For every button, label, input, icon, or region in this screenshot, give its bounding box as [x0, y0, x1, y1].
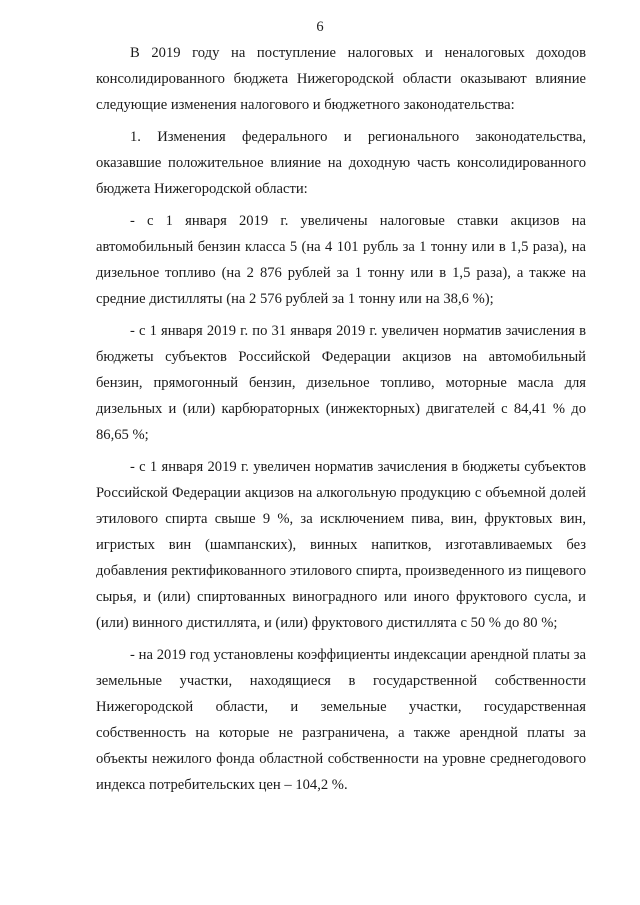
intro-paragraph: В 2019 году на поступление налоговых и неналоговых доходов консолидированного бюджета Нижегородской области оказывают влияние следующие изменения налогового и бюджетного законодательства:	[96, 45, 586, 113]
list-item-alcohol-excise-norm: - с 1 января 2019 г. увеличен норматив зачисления в бюджеты субъектов Российской Федерации акцизов на алкогольную продукцию с объемной долей этилового спирта свыше 9 %, за исключением пива, вин, фруктовых вин, игристых вин (шампанских), винных напитков, изготавливаемых без добавления ректификованного этилового спирта, произведенного из пищевого сырья, и (или) спиртованных виноградного или иного фруктового сусла, и (или) винного дистиллята, и (или) фруктового дистиллята с 50 % до 80 %;	[96, 459, 586, 631]
list-item-rent-indexation: - на 2019 год установлены коэффициенты индексации арендной платы за земельные участки, находящиеся в государственной собственности Нижегородской области, и земельные участки, государственная собственность на которые не разграничена, а также арендной платы за объекты нежилого фонда областной собственности на уровне среднегодового индекса потребительских цен – 104,2 %.	[96, 647, 586, 793]
section-heading-paragraph: 1. Изменения федерального и регионального законодательства, оказавшие положительное влияние на доходную часть консолидированного бюджета Нижегородской области:	[96, 129, 586, 197]
document-body	[96, 40, 586, 798]
list-item-excise-rates: - с 1 января 2019 г. увеличены налоговые ставки акцизов на автомобильный бензин класса 5 (на 4 101 рубль за 1 тонну или в 1,5 раза), на дизельное топливо (на 2 876 рублей за 1 тонну или в 1,5 раза), а также на средние дистилляты (на 2 576 рублей за 1 тонну или на 38,6 %);	[96, 213, 586, 307]
list-item-fuel-excise-norm: - с 1 января 2019 г. по 31 января 2019 г. увеличен норматив зачисления в бюджеты субъектов Российской Федерации акцизов на автомобильный бензин, прямогонный бензин, дизельное топливо, моторные масла для дизельных и (или) карбюраторных (инжекторных) двигателей с 84,41 % до 86,65 %;	[96, 323, 586, 443]
page-number: 6	[316, 19, 324, 35]
